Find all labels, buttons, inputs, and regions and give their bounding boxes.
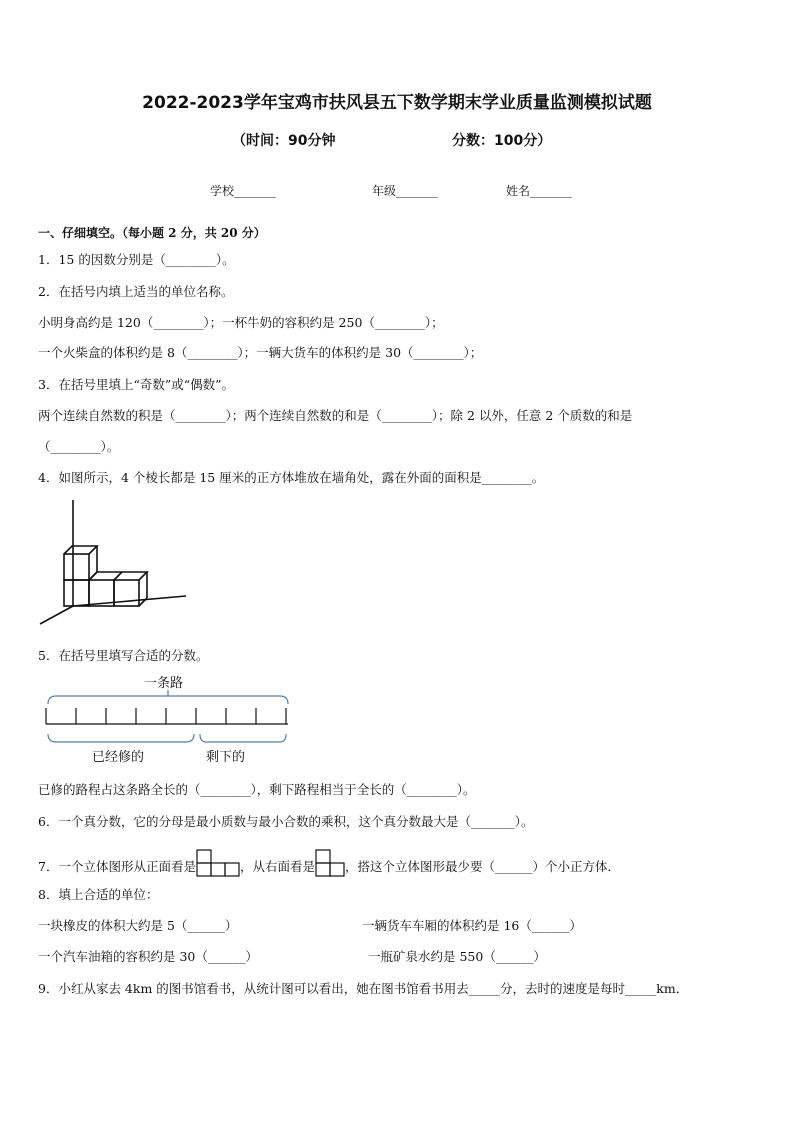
front-view-icon xyxy=(196,849,240,877)
name-field[interactable]: 姓名_______ xyxy=(506,184,573,198)
road-label-top: 一条路 xyxy=(144,676,184,691)
question-5: 5．在括号里填写合适的分数。 xyxy=(38,648,209,663)
road-label-right: 剩下的 xyxy=(206,750,246,765)
question-4: 4．如图所示，4 个棱长都是 15 厘米的正方体堆放在墙角处，露在外面的面积是________。 xyxy=(38,470,545,485)
question-3: 3．在括号里填上“奇数”或“偶数”。 xyxy=(38,377,235,392)
question-1: 1．15 的因数分别是（________）。 xyxy=(38,252,235,267)
school-field[interactable]: 学校_______ xyxy=(210,184,277,198)
question-8-line-a2: 一辆货车车厢的体积约是 16（______） xyxy=(362,918,582,933)
question-8-line-b2: 一瓶矿泉水约是 550（______） xyxy=(368,949,546,964)
right-view-icon xyxy=(315,849,345,877)
question-5-line-a: 已修的路程占这条路全长的（________），剩下路程相当于全长的（________）。 xyxy=(38,782,476,797)
grade-field[interactable]: 年级_______ xyxy=(372,184,439,198)
question-7-part-a: 7．一个立体图形从正面看是 xyxy=(38,859,196,874)
exam-score: 分数：100分） xyxy=(452,133,552,149)
road-diagram xyxy=(40,690,296,750)
question-2-line-a: 小明身高约是 120（________）；一杯牛奶的容积约是 250（________）； xyxy=(38,315,444,330)
question-7-part-b: ，从右面看是 xyxy=(239,859,315,874)
question-3-line-a: 两个连续自然数的积是（________）；两个连续自然数的和是（________）；除 2 以外，任意 2 个质数的和是 xyxy=(38,408,633,423)
question-9: 9．小红从家去 4km 的图书馆看书，从统计图可以看出，她在图书馆看书用去_____分，去时的速度是每时_____km． xyxy=(38,981,689,996)
question-8-line-a1: 一块橡皮的体积大约是 5（______） xyxy=(38,918,238,933)
section-heading: 一、仔细填空。（每小题 2 分，共 20 分） xyxy=(38,226,266,240)
question-3-line-b: （________）。 xyxy=(38,439,120,454)
cube-corner-figure xyxy=(36,498,196,626)
question-8-line-b1: 一个汽车油箱的容积约是 30（______） xyxy=(38,949,258,964)
question-2-line-b: 一个火柴盒的体积约是 8（________）；一辆大货车的体积约是 30（________）； xyxy=(38,345,483,360)
question-7 xyxy=(38,849,620,877)
question-7-part-c: ，搭这个立体图形最少要（______）个小正方体． xyxy=(344,859,620,874)
question-2: 2．在括号内填上适当的单位名称。 xyxy=(38,284,234,299)
question-8: 8．填上合适的单位： xyxy=(38,887,159,902)
road-label-left: 已经修的 xyxy=(92,750,145,765)
page-title: 2022-2023学年宝鸡市扶风县五下数学期末学业质量监测模拟试题 xyxy=(142,93,652,113)
exam-time: （时间：90分钟 xyxy=(232,133,336,149)
question-6: 6．一个真分数，它的分母是最小质数与最小合数的乘积，这个真分数最大是（_______）。 xyxy=(38,814,534,829)
